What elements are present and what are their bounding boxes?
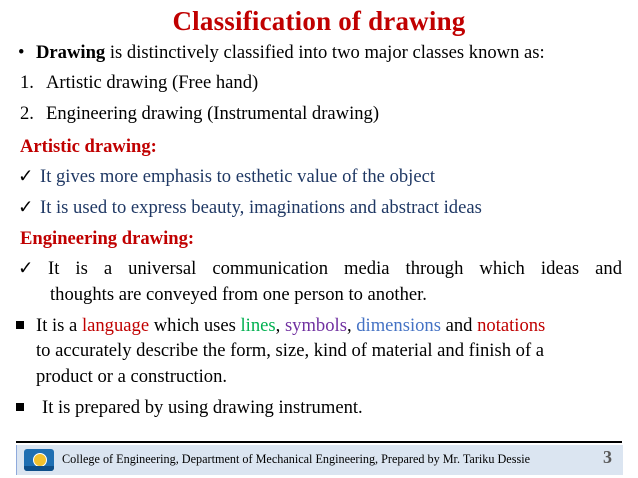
engineering-point — [18, 258, 622, 280]
symbols-word: symbols — [284, 315, 347, 336]
square-bullet-icon — [16, 321, 24, 329]
engineering-point-line2: thoughts are conveyed from one person to another. — [50, 284, 427, 305]
artistic-heading: Artistic drawing: — [20, 136, 157, 157]
class-text: Artistic drawing (Free hand) — [46, 72, 259, 93]
checkmark-icon: ✓ — [18, 166, 34, 187]
class-num: 1. — [20, 72, 34, 93]
language-line3: product or a construction. — [36, 366, 228, 387]
language-bullet — [16, 315, 545, 337]
checkmark-icon: ✓ — [18, 258, 34, 279]
artistic-point-2 — [18, 197, 482, 219]
instrument-bullet — [16, 397, 363, 419]
intro-line — [18, 42, 545, 64]
square-bullet-icon — [16, 403, 24, 411]
language-sep2: , — [346, 315, 357, 336]
dimensions-word: dimensions — [356, 315, 441, 336]
slide-title: Classification of drawing — [172, 6, 466, 36]
intro-rest: is distinctively classified into two major classes known as: — [105, 42, 545, 63]
page-number: 3 — [603, 447, 612, 467]
logo-band — [24, 466, 54, 471]
class-text: Engineering drawing (Instrumental drawing) — [46, 103, 380, 124]
university-logo-icon — [24, 449, 54, 471]
artistic-point-text: It gives more emphasis to esthetic value of the object — [40, 166, 435, 187]
language-mid1: which uses — [149, 315, 241, 336]
language-word: language — [81, 315, 150, 336]
language-pre: It is a — [36, 315, 82, 336]
class-num: 2. — [20, 103, 34, 124]
artistic-point-text: It is used to express beauty, imaginations and abstract ideas — [40, 197, 482, 218]
footer-text: College of Engineering, Department of Mechanical Engineering, Prepared by Mr. Tariku Dessie — [62, 452, 530, 466]
engineering-point-line1: It is a universal communication media through which ideas and — [48, 258, 622, 279]
logo-emblem — [33, 453, 47, 467]
intro-bold: Drawing — [36, 42, 106, 63]
notations-word: notations — [477, 315, 546, 336]
engineering-heading: Engineering drawing: — [20, 228, 195, 249]
bullet-dot: • — [18, 42, 25, 63]
class-item-2 — [20, 103, 379, 125]
checkmark-icon: ✓ — [18, 197, 34, 218]
footer-divider — [16, 441, 622, 443]
lines-word: lines — [240, 315, 276, 336]
instrument-text: It is prepared by using drawing instrument. — [42, 397, 363, 418]
language-line2: to accurately describe the form, size, kind of material and finish of a — [36, 340, 545, 361]
artistic-point-1 — [18, 166, 435, 188]
language-sep1: , — [275, 315, 285, 336]
language-mid2: and — [440, 315, 478, 336]
class-item-1 — [20, 72, 258, 94]
engineering-point-row — [18, 258, 622, 280]
